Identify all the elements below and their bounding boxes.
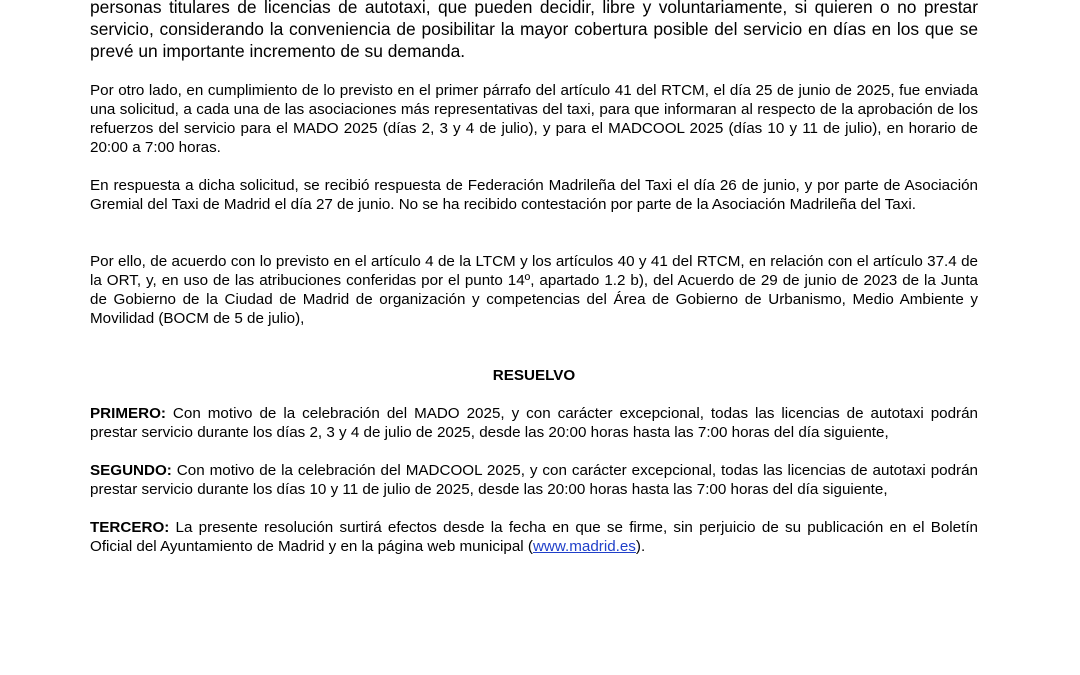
document-page [90, 0, 978, 556]
resolution-heading: RESUELVO [492, 367, 576, 384]
madrid-website-link[interactable]: www.madrid.es [532, 538, 636, 555]
resolution-segundo [90, 461, 978, 499]
resolution-tercero-suffix: ). [635, 538, 646, 555]
paragraph-considerations: personas titulares de licencias de autotaxi, que pueden decidir, libre y voluntariamente, si quieren o no prestar servicio, considerando la conveniencia de posibilitar la mayor cobertura posible del servicio en días en los que se prevé un importante incremento de su demanda. [90, 0, 978, 61]
resolution-primero-text: Con motivo de la celebración del MADO 2025, y con carácter excepcional, todas las licencias de autotaxi podrán prestar servicio durante los días 2, 3 y 4 de julio de 2025, desde las 20:00 horas hasta las 7:00 horas del día siguiente, [90, 405, 978, 441]
resolution-tercero-label: TERCERO: [90, 519, 170, 536]
paragraph-responses: En respuesta a dicha solicitud, se recibió respuesta de Federación Madrileña del Taxi el día 26 de junio, y por parte de Asociación Gremial del Taxi de Madrid el día 27 de junio. No se ha recibido contestación por parte de la Asociación Madrileña del Taxi. [90, 177, 978, 213]
paragraph-consultation: Por otro lado, en cumplimiento de lo previsto en el primer párrafo del artículo 41 del RTCM, el día 25 de junio de 2025, fue enviada una solicitud, a cada una de las asociaciones más representativas del taxi, para que informaran al respecto de la aprobación de los refuerzos del servicio para el MADO 2025 (días 2, 3 y 4 de julio), y para el MADCOOL 2025 (días 10 y 11 de julio), en horario de 20:00 a 7:00 horas. [90, 82, 978, 156]
resolution-segundo-text: Con motivo de la celebración del MADCOOL 2025, y con carácter excepcional, todas las licencias de autotaxi podrán prestar servicio durante los días 10 y 11 de julio de 2025, desde las 20:00 horas hasta las 7:00 horas del día siguiente, [90, 462, 978, 498]
resolution-segundo-label: SEGUNDO: [90, 462, 172, 479]
resolution-tercero [90, 518, 978, 556]
resolution-primero [90, 404, 978, 442]
paragraph-legal-basis: Por ello, de acuerdo con lo previsto en el artículo 4 de la LTCM y los artículos 40 y 41 del RTCM, en relación con el artículo 37.4 de la ORT, y, en uso de las atribuciones conferidas por el punto 14º, apartado 1.2 b), del Acuerdo de 29 de junio de 2023 de la Junta de Gobierno de la Ciudad de Madrid de organización y competencias del Área de Gobierno de Urbanismo, Medio Ambiente y Movilidad (BOCM de 5 de julio), [90, 253, 978, 327]
resolution-primero-label: PRIMERO: [90, 405, 166, 422]
resolution-tercero-text: La presente resolución surtirá efectos desde la fecha en que se firme, sin perjuicio de su publicación en el Boletín Oficial del Ayuntamiento de Madrid y en la página web municipal ( [90, 519, 978, 555]
